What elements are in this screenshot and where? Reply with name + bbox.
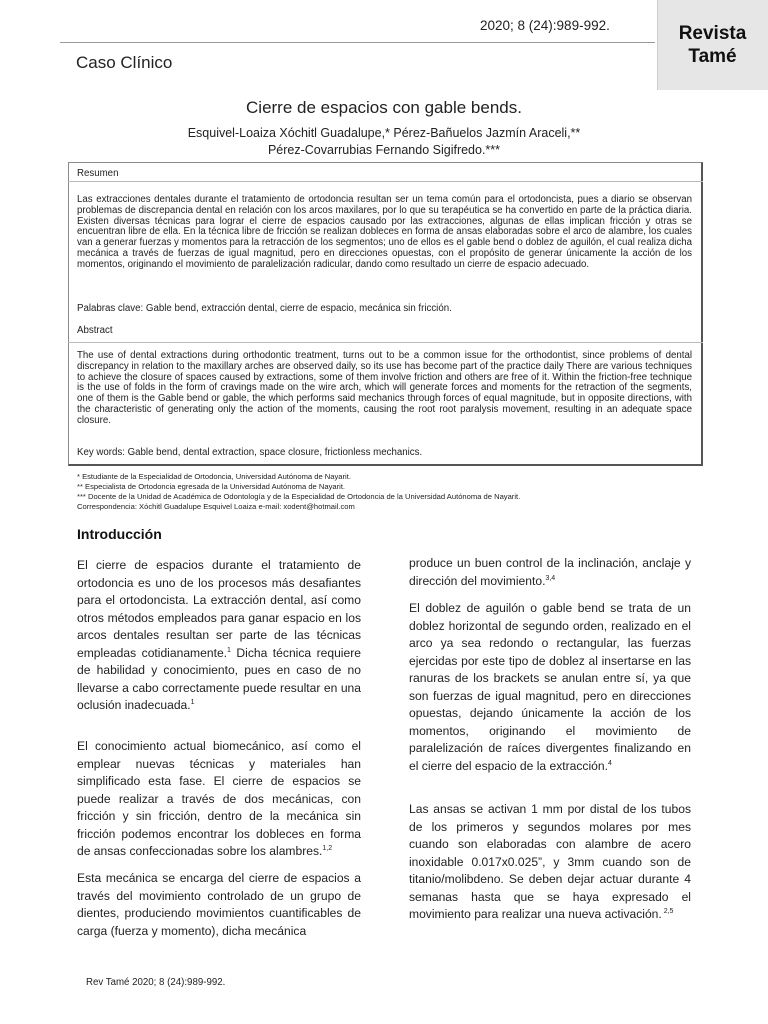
- footnote-3: *** Docente de la Unidad de Académica de Odontología y de la Especialidad de Ortodoncia de la Universidad Autónoma de Nayarit.: [77, 492, 521, 501]
- reference-marker: 1: [190, 698, 195, 706]
- section-heading-introduccion: Introducción: [77, 526, 162, 542]
- reference-marker: 1: [227, 646, 231, 654]
- reference-marker: 3,4: [545, 574, 556, 582]
- abstract-label: Abstract: [77, 325, 113, 336]
- paragraph-text: El doblez de aguilón o gable bend se trata de un doblez horizontal de segundo orden, realizado en el arco ya sea redondo o rectangular, las fuerzas ejercidas por este tipo de doblez al insertarse en las ranuras de los brackets se anulan entre sí, ya que son fuerzas de igual magnitud, pero en direcciones opuestas, dejando únicamente la acción de los momentos, originando el movimiento de paralelización de raíces divergentes finalizando en el cierre del espacio de la extracción.: [409, 601, 691, 773]
- reference-marker: 1,2: [322, 844, 333, 852]
- keywords-en: Key words: Gable bend, dental extraction, space closure, frictionless mechanics.: [77, 447, 423, 458]
- header-citation: 2020; 8 (24):989-992.: [480, 18, 610, 33]
- footnote-correspondence: Correspondencia: Xóchitl Guadalupe Esquivel Loaiza e-mail: xodent@hotmail.com: [77, 502, 355, 511]
- paragraph-text: Esta mecánica se encarga del cierre de espacios a través del movimiento controlado de un grupo de dientes, produciendo movimientos cuantificables de carga (fuerza y momento), dicha mecánica: [77, 871, 361, 938]
- authors-line-1: Esquivel-Loaiza Xóchitl Guadalupe,* Pérez-Bañuelos Jazmín Araceli,**: [187, 126, 581, 140]
- abstract-text: The use of dental extractions during orthodontic treatment, turns out to be a common issue for the orthodontist, since problems of dental discrepancy in relation to the maxillary arches are observed daily, so its use has become part of the practice daily There are various techniques to achieve the closure of spaces caused by extractions, some of them involve friction and others are free of it. Within the friction-free technique is the use of folds in the form of cravings made on the wire arch, which will generate forces and moments for the retraction of the segments, one of them is the Gable bend or gable, the which performs said mechanics through forces of equal magnitude, but in opposite directions, with the characteristic of generating only the action of the moments, causing the root root paralysis movement, resulting in an adequate space closure.: [77, 350, 692, 426]
- footnote-2: ** Especialista de Ortodoncia egresada de la Universidad Autónoma de Nayarit.: [77, 482, 346, 491]
- journal-name: [657, 22, 768, 68]
- paragraph: [77, 870, 361, 940]
- paragraph-text: Dicha técnica requiere de habilidad y conocimiento, pues en caso de no llevarse a cabo correctamente puede resultar en una oclusión inadecuada.: [77, 645, 361, 712]
- paragraph: [77, 738, 361, 861]
- paragraph: [409, 555, 691, 590]
- paragraph-text: Las ansas se activan 1 mm por distal de los tubos de los primeros y segundos molares por mes cuando son elaboradas con alambre de acero inoxidable 0.017x0.025”, y 3mm cuando son de titanio/molibdeno. Se deben dejar actuar durante 4 semanas hasta que se haya expresado el movimiento para realizar una nueva activación.: [409, 802, 691, 921]
- footnote-1: * Estudiante de la Especialidad de Ortodoncia, Universidad Autónoma de Nayarit.: [77, 472, 351, 481]
- paragraph-text: El cierre de espacios durante el tratamiento de ortodoncia es uno de los procesos más desafiantes para el ortodoncista. La extracción dental, así como otros métodos empleados para ganar espacio en los arcos dentales resultan ser parte de las técnicas empleadas cotidianamente.: [77, 558, 361, 660]
- paragraph: [409, 801, 691, 924]
- journal-name-line2: Tamé: [688, 46, 737, 67]
- resumen-text: Las extracciones dentales durante el tratamiento de ortodoncia resultan ser un tema común para el ortodoncista, pues a diario se observan problemas de discrepancia dental en relación con los arcos maxilares, por lo que su terapéutica se ha convertido en parte de la práctica diaria. Existen diversas técnicas para lograr el cierre de espacios causado por las extracciones, algunas de ellas implican fricción y otras se encuentran libre de ella. En la técnica libre de fricción se realizan dobleces en forma de ansas elaboradas sobre el arco de alambre, los cuales van a generar fuerzas y momentos para la retracción de los segmentos; uno de ellos es el gable bend o doblez de aguilón, el cual realiza dicha mecánica a través de fuerzas de igual magnitud, pero en direcciones opuestas, con el propósito de generar únicamente la acción de los momentos, originando el movimiento de paralelización radicular, dando como resultado un cierre de espacio adecuado.: [77, 194, 692, 270]
- article-title: Cierre de espacios con gable bends.: [246, 98, 522, 117]
- reference-marker: 4: [607, 759, 612, 767]
- paragraph-text: produce un buen control de la inclinación, anclaje y dirección del movimiento.: [409, 556, 691, 588]
- paragraph: [409, 600, 691, 775]
- paragraph: [77, 557, 361, 715]
- resumen-divider: [68, 181, 703, 182]
- section-label: Caso Clínico: [76, 53, 173, 72]
- resumen-label: Resumen: [77, 168, 119, 179]
- journal-name-line1: Revista: [678, 23, 747, 44]
- authors-line-2: Pérez-Covarrubias Fernando Sigifredo.***: [267, 143, 501, 157]
- page-footer-citation: Rev Tamé 2020; 8 (24):989-992.: [86, 977, 226, 988]
- abstract-divider: [68, 342, 703, 343]
- reference-marker: 2,5: [661, 907, 674, 915]
- header-divider: [60, 42, 655, 43]
- keywords-es: Palabras clave: Gable bend, extracción dental, cierre de espacio, mecánica sin fricción.: [77, 303, 452, 314]
- paragraph-text: El conocimiento actual biomecánico, así como el emplear nuevas técnicas y materiales han simplificado esta fase. El cierre de espacios se puede realizar a través de dos mecánicas, con fricción y sin fricción, dentro de la mecánica sin fricción podemos encontrar los dobleces en forma de ansas confeccionadas sobre los alambres.: [77, 739, 361, 858]
